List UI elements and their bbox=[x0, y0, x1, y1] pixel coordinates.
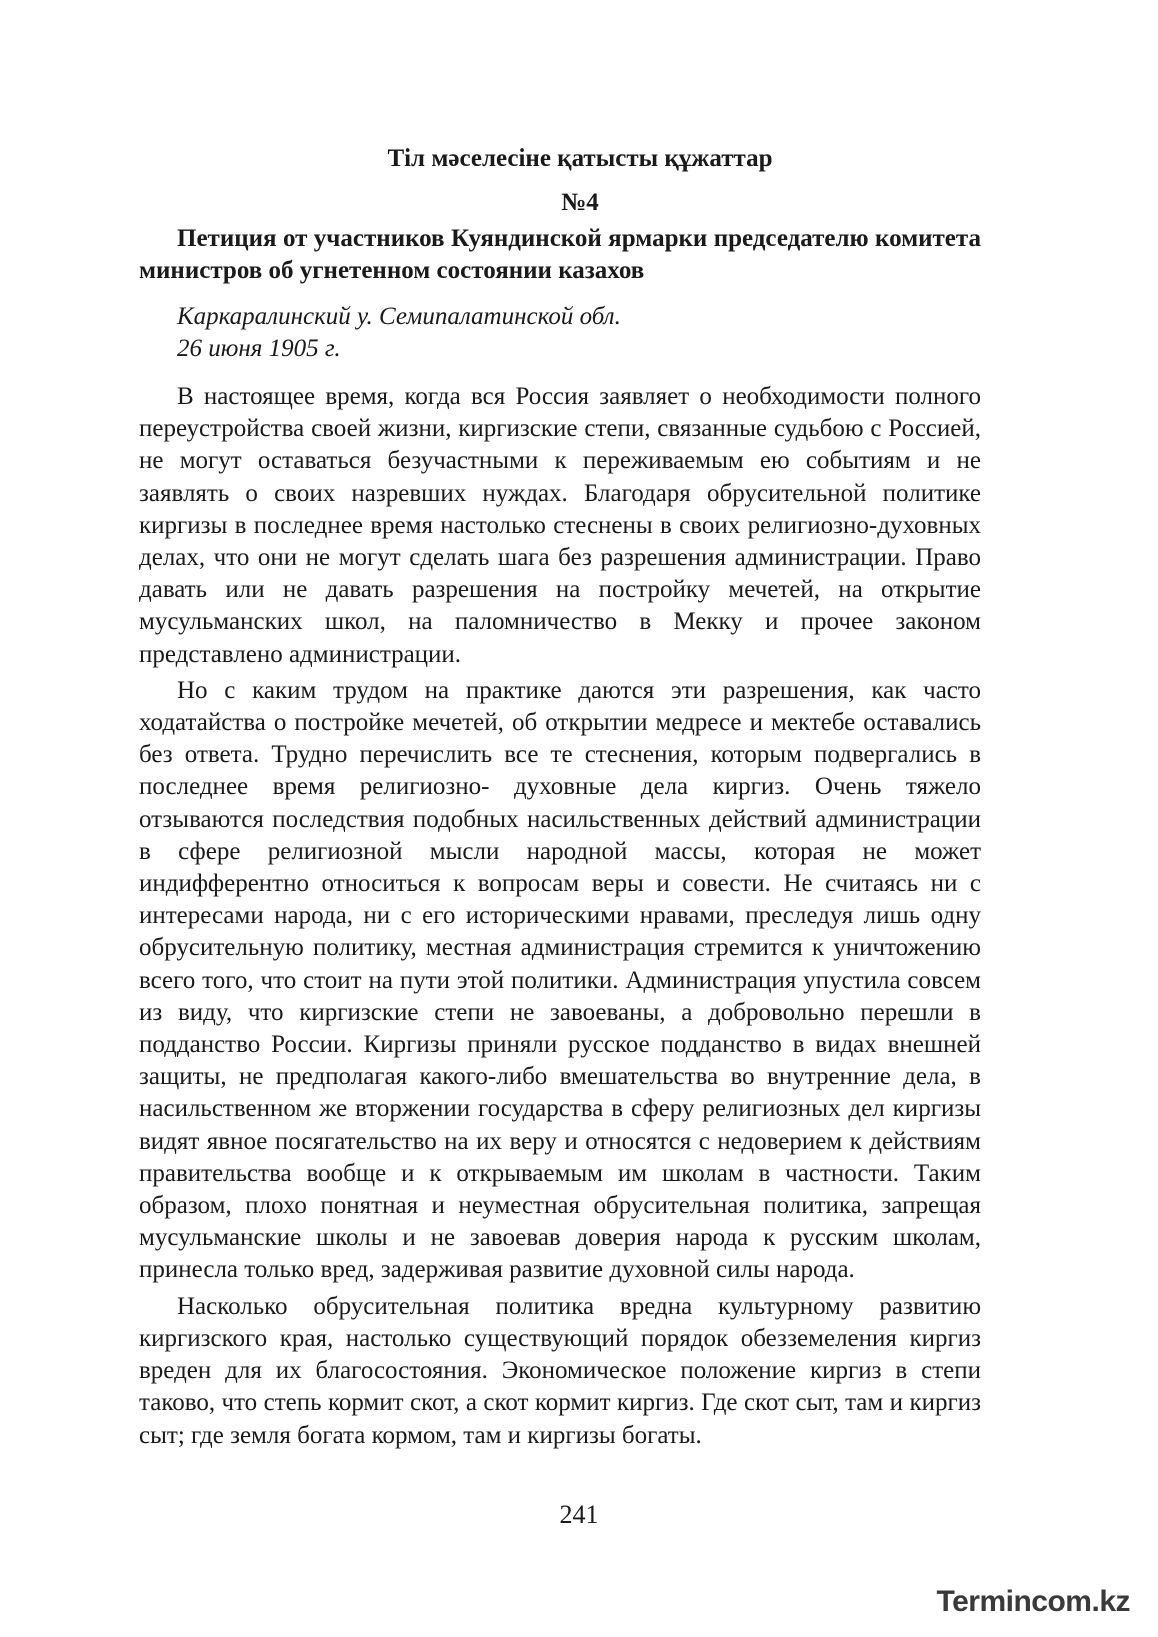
document-date: 26 июня 1905 г. bbox=[177, 335, 341, 362]
section-title: Тіл мәселесіне қатысты құжаттар bbox=[387, 145, 773, 172]
page-number: 241 bbox=[559, 1500, 599, 1529]
body-paragraph-3: Насколько обрусительная политика вредна культурному развитию киргизского края, настолько существующий порядок обезземеления киргиз вреден для их благосостояния. Экономическое положение киргиз в степи таково, что степь кормит скот, а скот кормит киргиз. Где скот сыт, там и киргиз сыт; где земля богата кормом, там и киргизы богаты. bbox=[139, 1292, 981, 1449]
document-title: Петиция от участников Куяндинской ярмарки председателю комитета министров об угнетенном состоянии казахов bbox=[139, 225, 981, 284]
site-watermark-logo: Termincom.kz bbox=[936, 1585, 1130, 1618]
body-paragraph-1: В настоящее время, когда вся Россия заявляет о необходимости полного переустройства своей жизни, киргизские степи, связанные судьбою с Россией, не могут оставаться безучастными к переживаемым ею событиям и не заявлять о своих назревших нуждах. Благодаря обрусительной политике киргизы в последнее время настолько стеснены в своих религиозно-духовных делах, что они не могут сделать шага без разрешения администрации. Право давать или не давать разрешения на постройку мечетей, на открытие мусульманских школ, на паломничество в Мекку и прочее законом представлено администрации. bbox=[139, 383, 981, 668]
document-meta bbox=[139, 301, 981, 365]
document-number: №4 bbox=[561, 189, 599, 216]
document-page bbox=[139, 143, 981, 1456]
body-paragraph-2: Но с каким трудом на практике даются эти разрешения, как часто ходатайства о постройке мечетей, об открытии медресе и мектебе оставались без ответа. Трудно перечислить все те стеснения, которым подвергались в последнее время религиозно- духовные дела киргиз. Очень тяжело отзываются последствия подобных насильственных действий администрации в сфере религиозной мысли народной массы, которая не может индифферентно относиться к вопросам веры и совести. Не считаясь ни с интересами народа, ни с его историческими нравами, преследуя лишь одну обрусительную политику, местная администрация стремится к уничтожению всего того, что стоит на пути этой политики. Администрация упустила совсем из виду, что киргизские степи не завоеваны, а добровольно перешли в подданство России. Киргизы приняли русское подданство в видах внешней защиты, не предполагая какого-либо вмешательства во внутренние дела, в насильственном же вторжении государства в сферу религиозных дел киргизы видят явное посягательство на их веру и относятся с недоверием к действиям правительства вообще и к открываемым им школам в частности. Таким образом, плохо понятная и неуместная обрусительная политика, запрещая мусульманские школы и не завоевав доверия народа к русским школам, принесла только вред, задерживая развитие духовной силы народа. bbox=[139, 676, 981, 1284]
document-place: Каркаралинский у. Семипалатинской обл. bbox=[177, 303, 621, 330]
